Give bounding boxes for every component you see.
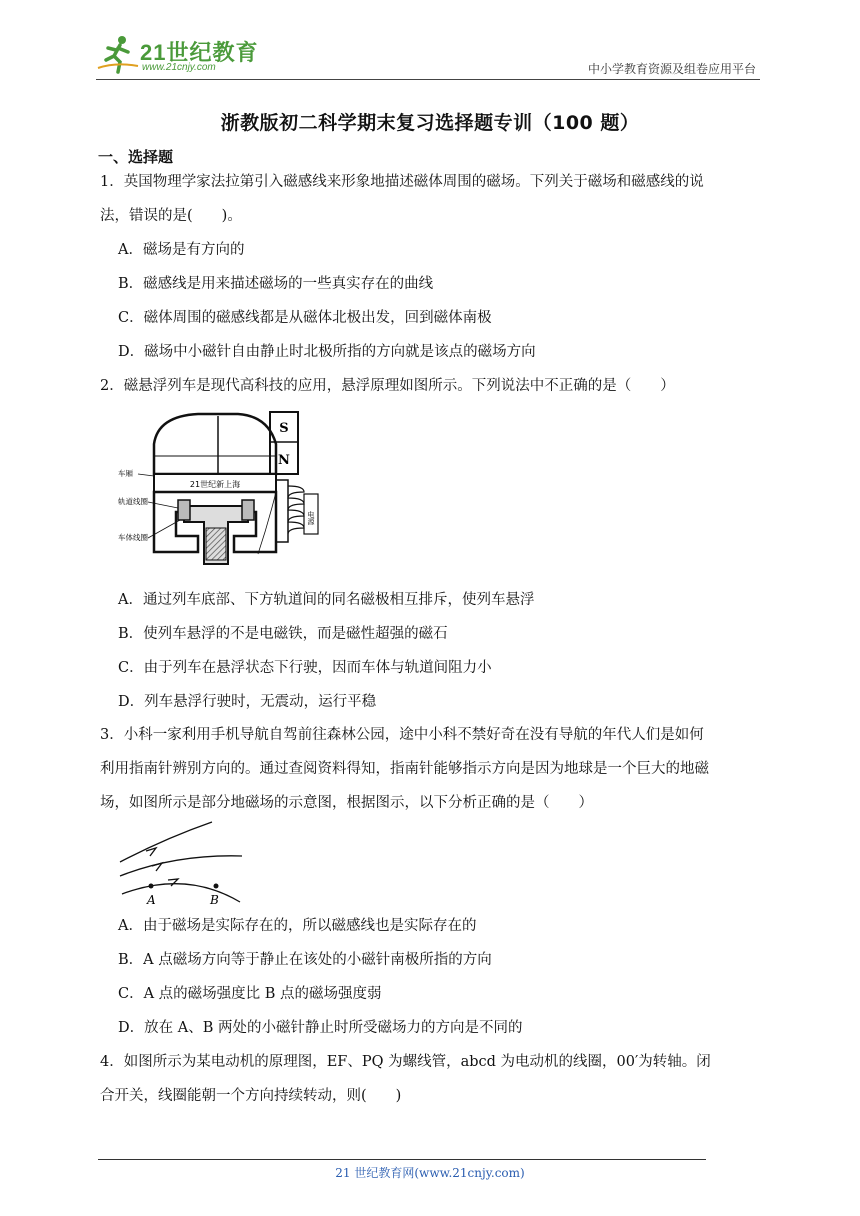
- question-1-option-c[interactable]: C．磁体周围的磁感线都是从磁体北极出发，回到磁体南极: [118, 310, 492, 326]
- label-power: 电源: [307, 511, 315, 525]
- section-heading: 一、选择题: [98, 148, 174, 166]
- question-1-option-b[interactable]: B．磁感线是用来描述磁场的一些真实存在的曲线: [118, 276, 434, 292]
- site-logo[interactable]: [96, 32, 266, 76]
- runner-icon: [96, 32, 140, 76]
- label-track-coil: 轨道线圈: [118, 497, 148, 506]
- question-1-option-a[interactable]: A．磁场是有方向的: [118, 242, 245, 258]
- footer-divider: [98, 1159, 706, 1160]
- question-3-option-d[interactable]: D．放在 A、B 两处的小磁针静止时所受磁场力的方向是不同的: [118, 1020, 523, 1036]
- question-3-option-c[interactable]: C．A 点的磁场强度比 B 点的磁场强度弱: [118, 986, 382, 1002]
- question-3-stem-line-3: 场，如图所示是部分地磁场的示意图，根据图示，以下分析正确的是（ ）: [100, 795, 593, 811]
- question-2-stem: 2．磁悬浮列车是现代高科技的应用，悬浮原理如图所示。下列说法中不正确的是（ ）: [100, 378, 675, 394]
- question-3-option-a[interactable]: A．由于磁场是实际存在的，所以磁感线也是实际存在的: [118, 918, 477, 934]
- label-body-coil: 车体线圈: [118, 533, 148, 542]
- question-2-option-c[interactable]: C．由于列车在悬浮状态下行驶，因而车体与轨道间阻力小: [118, 660, 492, 676]
- question-2-option-d[interactable]: D．列车悬浮行驶时，无震动，运行平稳: [118, 694, 377, 710]
- logo-url: www.21cnjy.com: [142, 62, 216, 73]
- label-carriage: 车厢: [118, 469, 133, 478]
- footer-link[interactable]: 21 世纪教育网(www.21cnjy.com): [335, 1166, 525, 1180]
- point-b-label: B: [210, 893, 219, 906]
- question-1-stem-line-2: 法，错误的是( )。: [100, 208, 242, 224]
- question-3-option-b[interactable]: B．A 点磁场方向等于静止在该处的小磁针南极所指的方向: [118, 952, 492, 968]
- point-b-dot: [214, 884, 219, 889]
- question-2-option-a[interactable]: A．通过列车底部、下方轨道间的同名磁极相互排斥，使列车悬浮: [118, 592, 535, 608]
- logo-text: 21世纪教育: [140, 40, 259, 65]
- magnet-s: S: [279, 421, 289, 436]
- question-3-stem-line-2: 利用指南针辨别方向的。通过查阅资料得知，指南针能够指示方向是因为地球是一个巨大的地磁: [100, 761, 709, 777]
- platform-name: 中小学教育资源及组卷应用平台: [587, 62, 756, 76]
- page-title: 浙教版初二科学期末复习选择题专训（100 题）: [220, 112, 640, 134]
- point-a-label: A: [147, 893, 156, 906]
- train-label: 21世纪新上海: [189, 480, 241, 489]
- question-1-option-d[interactable]: D．磁场中小磁针自由静止时北极所指的方向就是该点的磁场方向: [118, 344, 536, 360]
- magnet-n: N: [278, 453, 290, 468]
- header-divider: [96, 79, 760, 80]
- question-4-stem-line-2: 合开关，线圈能朝一个方向持续转动，则( ): [100, 1088, 402, 1104]
- maglev-diagram: [118, 404, 322, 574]
- page-header: [96, 30, 760, 80]
- point-a-dot: [149, 884, 154, 889]
- question-1-stem-line-1: 1．英国物理学家法拉第引入磁感线来形象地描述磁体周围的磁场。下列关于磁场和磁感线的说: [100, 174, 704, 190]
- question-4-stem-line-1: 4．如图所示为某电动机的原理图，EF、PQ 为螺线管，abcd 为电动机的线圈，00′为转轴。闭: [100, 1054, 711, 1070]
- question-2-option-b[interactable]: B．使列车悬浮的不是电磁铁，而是磁性超强的磁石: [118, 626, 448, 642]
- question-3-stem-line-1: 3．小科一家利用手机导航自驾前往森林公园，途中小科不禁好奇在没有导航的年代人们是如何: [100, 727, 704, 743]
- geomagnetic-field-diagram: [116, 820, 246, 906]
